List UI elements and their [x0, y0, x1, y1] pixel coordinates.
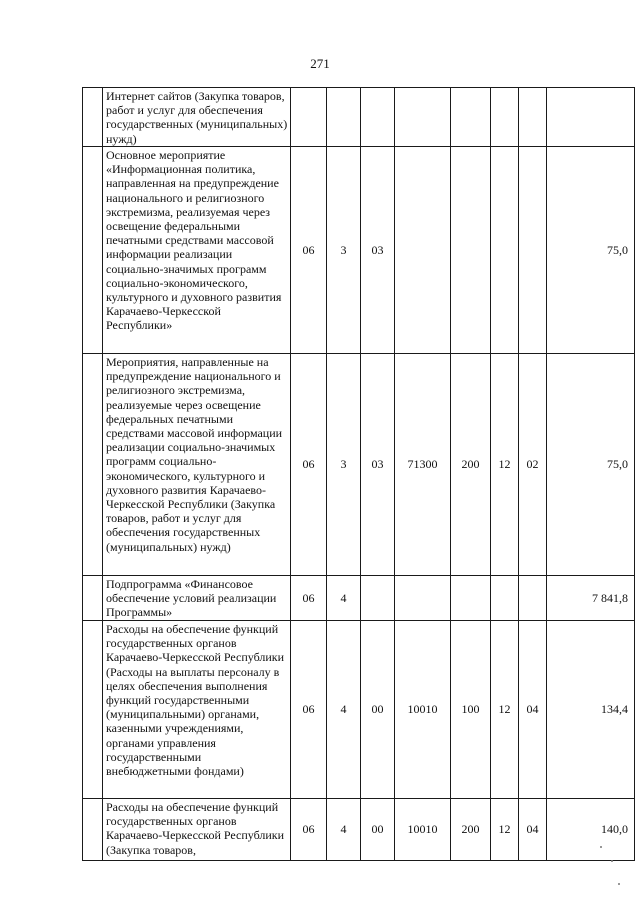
scan-speck	[618, 883, 620, 885]
direction-code-cell: 10010	[395, 621, 451, 799]
index-cell	[83, 799, 103, 861]
direction-code-cell: 71300	[395, 354, 451, 576]
main-event-code-cell: 00	[361, 621, 395, 799]
name-cell: Подпрограмма «Финансовое обеспечение условий реализации Программы»	[103, 576, 291, 621]
section-cell: 12	[491, 621, 519, 799]
direction-code-cell	[395, 576, 451, 621]
name-cell: Основное мероприятие «Информационная политика, направленная на предупреждение национального и религиозного экстремизма, реализуемая через освещение федеральными печатными средствами массовой информации реализации социально-значимых программ социально-экономического, культурного и духовного развития Карачаево-Черкесской Республики»	[103, 147, 291, 354]
direction-code-cell: 10010	[395, 799, 451, 861]
main-event-code-cell	[361, 576, 395, 621]
table-row	[83, 621, 635, 799]
section-cell: 12	[491, 354, 519, 576]
subprogram-code-cell: 4	[327, 799, 361, 861]
expense-type-cell: 200	[451, 354, 491, 576]
direction-code-cell	[395, 147, 451, 354]
page-number: 271	[310, 56, 330, 71]
index-cell	[83, 88, 103, 147]
expense-type-cell	[451, 147, 491, 354]
name-cell: Мероприятия, направленные на предупреждение национального и религиозного экстремизма, реализуемые через освещение федеральных печатными средствами массовой информации реализации социально-значимых программ социально-экономического, культурного и духовного развития Карачаево-Черкесской Республики (Закупка товаров, работ и услуг для обеспечения государственных (муниципальных) нужд)	[103, 354, 291, 576]
program-code-cell: 06	[291, 576, 327, 621]
direction-code-cell	[395, 88, 451, 147]
scan-speck	[600, 846, 602, 848]
name-cell: Расходы на обеспечение функций государственных органов Карачаево-Черкесской Республики (Расходы на выплаты персоналу в целях обеспечения выполнения функций государственными (муниципальными) органами, казенными учреждениями, органами управления государственными внебюджетными фондами)	[103, 621, 291, 799]
main-event-code-cell: 03	[361, 354, 395, 576]
amount-cell: 134,4	[547, 621, 635, 799]
program-code-cell: 06	[291, 147, 327, 354]
expense-type-cell	[451, 576, 491, 621]
expense-type-cell: 100	[451, 621, 491, 799]
section-cell: 12	[491, 799, 519, 861]
section-cell	[491, 147, 519, 354]
name-cell: Интернет сайтов (Закупка товаров, работ и услуг для обеспечения государственных (муниципальных) нужд)	[103, 88, 291, 147]
amount-cell: 75,0	[547, 354, 635, 576]
amount-cell: 75,0	[547, 147, 635, 354]
table-row	[83, 88, 635, 147]
subsection-cell: 02	[519, 354, 547, 576]
subsection-cell: 04	[519, 799, 547, 861]
index-cell	[83, 576, 103, 621]
amount-cell: 140,0	[547, 799, 635, 861]
main-event-code-cell: 03	[361, 147, 395, 354]
name-cell: Расходы на обеспечение функций государственных органов Карачаево-Черкесской Республики (Закупка товаров,	[103, 799, 291, 861]
table-row	[83, 576, 635, 621]
subprogram-code-cell	[327, 88, 361, 147]
subprogram-code-cell: 3	[327, 147, 361, 354]
amount-cell	[547, 88, 635, 147]
subprogram-code-cell: 3	[327, 354, 361, 576]
program-code-cell: 06	[291, 354, 327, 576]
section-cell	[491, 88, 519, 147]
subprogram-code-cell: 4	[327, 576, 361, 621]
expense-type-cell	[451, 88, 491, 147]
scan-speck	[611, 860, 613, 862]
program-code-cell: 06	[291, 799, 327, 861]
budget-table	[82, 87, 635, 861]
main-event-code-cell: 00	[361, 799, 395, 861]
subsection-cell	[519, 88, 547, 147]
table-row	[83, 354, 635, 576]
amount-cell: 7 841,8	[547, 576, 635, 621]
subsection-cell: 04	[519, 621, 547, 799]
subsection-cell	[519, 576, 547, 621]
section-cell	[491, 576, 519, 621]
index-cell	[83, 147, 103, 354]
table-row	[83, 799, 635, 861]
index-cell	[83, 621, 103, 799]
expense-type-cell: 200	[451, 799, 491, 861]
main-event-code-cell	[361, 88, 395, 147]
subsection-cell	[519, 147, 547, 354]
table-row	[83, 147, 635, 354]
subprogram-code-cell: 4	[327, 621, 361, 799]
program-code-cell	[291, 88, 327, 147]
program-code-cell: 06	[291, 621, 327, 799]
index-cell	[83, 354, 103, 576]
